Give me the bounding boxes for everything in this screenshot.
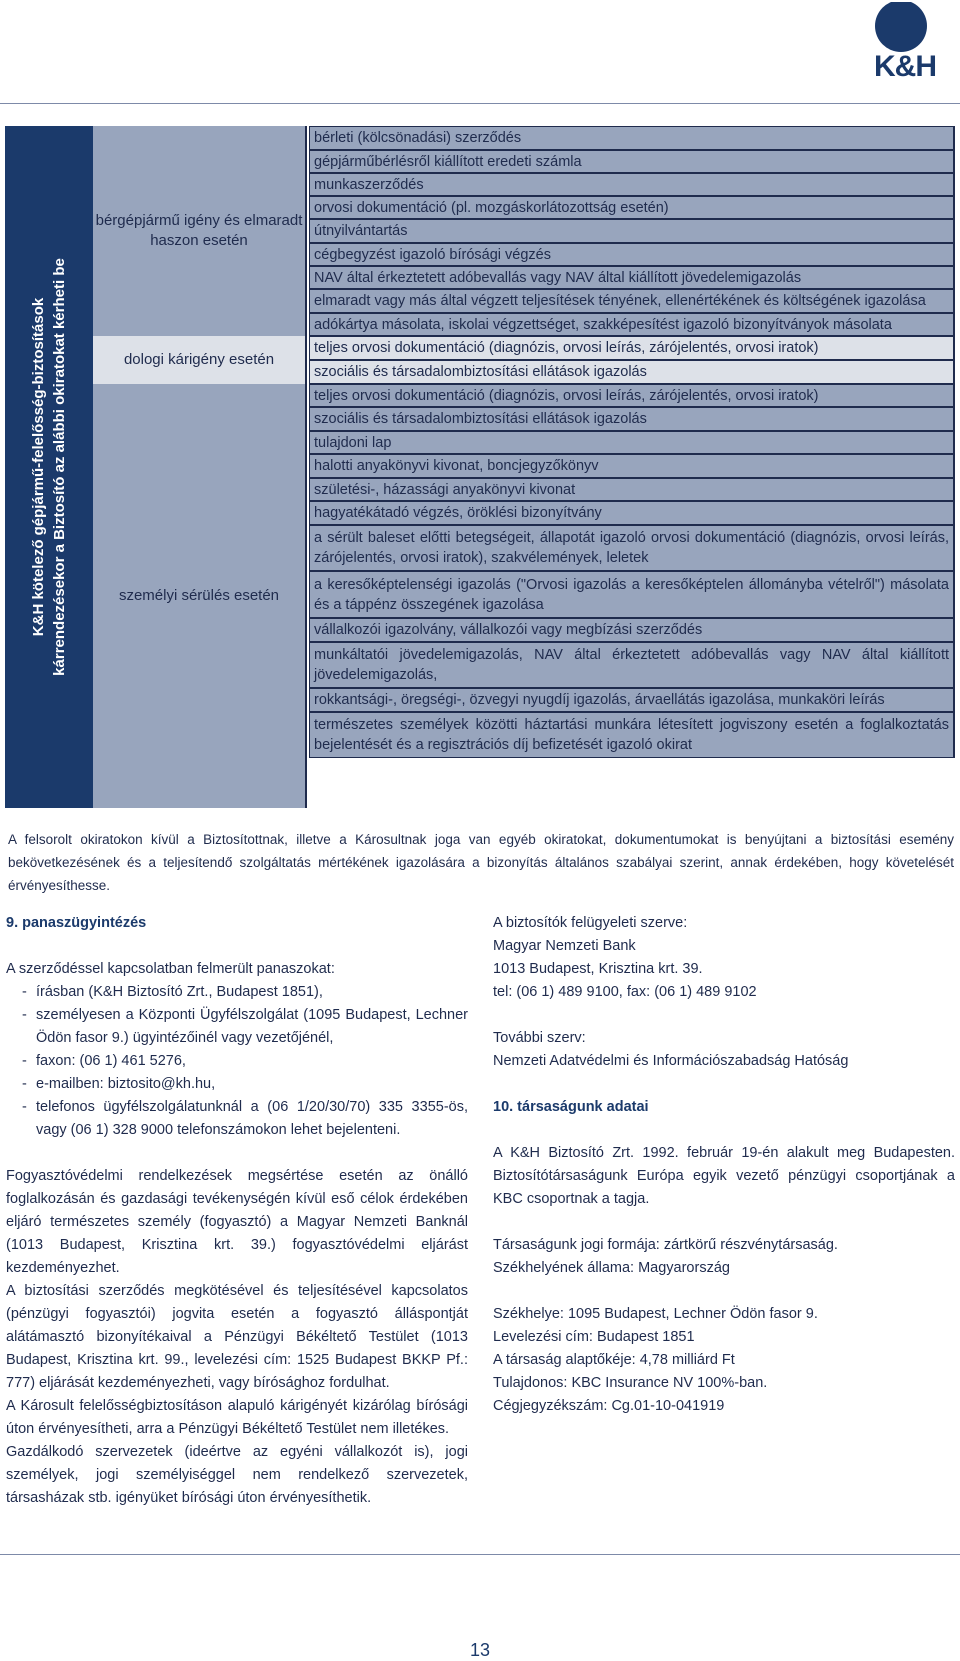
document-item: bérleti (kölcsönadási) szerződés	[309, 126, 955, 150]
document-item: születési-, házassági anyakönyvi kivonat	[309, 478, 955, 501]
text-line: Székhelyének állama: Magyarország	[493, 1260, 730, 1276]
text-line: Nemzeti Adatvédelmi és Információszabadság Hatóság	[493, 1053, 849, 1069]
table-side-title	[28, 147, 70, 787]
document-item: szociális és társadalombiztosítási ellátások igazolás	[309, 360, 955, 384]
text-line: További szerv:	[493, 1030, 586, 1046]
document-item: rokkantsági-, öregségi-, özvegyi nyugdíj igazolás, árvaellátás igazolása, munkaköri leírás	[309, 688, 955, 712]
text-line: Levelezési cím: Budapest 1851	[493, 1329, 695, 1345]
document-item: a sérült baleset előtti betegségeit, állapotát igazoló orvosi dokumentáció (diagnózis, orvosi leírás, zárójelentés, orvosi iratok), szakvélemények, leletek	[309, 525, 955, 571]
document-item: elmaradt vagy más által végzett teljesítések tényének, ellenértékének és költségének igazolása	[309, 289, 955, 313]
category-rental-vehicle	[93, 126, 307, 336]
document-item: orvosi dokumentáció (pl. mozgáskorlátozottság esetén)	[309, 196, 955, 219]
text-line: 1013 Budapest, Krisztina krt. 39.	[493, 961, 703, 977]
category-label: személyi sérülés esetén	[118, 587, 280, 604]
paragraph: Fogyasztóvédelmi rendelkezések megsértése esetén az önálló foglalkozásán és gazdasági tevékenységén kívül eső célok érdekében eljáró természetes személy (fogyasztó) a Magyar Nemzeti Banknál (1013 Budapest, Krisztina krt. 39.) fogyasztóvédelmi eljárást kezdeményezhet.	[6, 1168, 468, 1276]
document-item: NAV által érkeztetett adóbevallás vagy NAV által kiállított jövedelemigazolás	[309, 266, 955, 289]
text-line: tel: (06 1) 489 9100, fax: (06 1) 489 9102	[493, 984, 757, 1000]
right-column	[493, 912, 955, 1418]
document-item: vállalkozói igazolvány, vállalkozói vagy megbízási szerződés	[309, 618, 955, 642]
bottom-divider	[0, 1554, 960, 1555]
paragraph: A Károsult felelősségbiztosításon alapuló kárigényét kizárólag bírósági úton érvényesítheti, arra a Pénzügyi Békéltető Testület nem illetékes.	[6, 1398, 468, 1437]
document-item: a keresőképtelenségi igazolás ("Orvosi igazolás a keresőképtelen állományba vételről") másolata és a táppénz összegének igazolása	[309, 571, 955, 618]
paragraph: Gazdálkodó szervezetek (ideértve az egyéni vállalkozót is), jogi személyek, jogi személyiséggel nem rendelkező szervezetek, társasházak stb. igényüket bírósági úton érvényesíthetik.	[6, 1444, 468, 1506]
document-item: halotti anyakönyvi kivonat, boncjegyzőkönyv	[309, 454, 955, 478]
document-item: teljes orvosi dokumentáció (diagnózis, orvosi leírás, zárójelentés, orvosi iratok)	[309, 384, 955, 407]
text-line: Társaságunk jogi formája: zártkörű részvénytársaság.	[493, 1237, 838, 1253]
intro-paragraph: A felsorolt okiratokon kívül a Biztosítottnak, illetve a Károsultnak joga van egyéb okiratokat, dokumentumokat is benyújtani a biztosítási esemény bekövetkezésének és a teljesítendő szolgáltatás mértékének igazolására a bizonyítás általános szabályai szerint, annak érdekében, hogy követelését érvényesíthesse.	[8, 832, 954, 893]
document-item: szociális és társadalombiztosítási ellátások igazolás	[309, 407, 955, 431]
kh-logo	[852, 0, 958, 88]
document-item: természetes személyek közötti háztartási munkára létesített jogviszony esetén a foglalkoztatás bejelentését és a regisztrációs díj befizetését igazoló okirat	[309, 712, 955, 758]
complaint-channels-list	[6, 981, 468, 1142]
text-line: A biztosítók felügyeleti szerve:	[493, 915, 688, 931]
paragraph: A K&H Biztosító Zrt. 1992. február 19-én alakult meg Budapesten. Biztosítótársaságunk Európa egyik vezető pénzügyi csoportjának a KBC csoportnak a tagja.	[493, 1145, 955, 1207]
side-title-line: K&H kötelező gépjármű-felelősség-biztosítások	[30, 297, 47, 637]
document-items	[309, 126, 955, 808]
category-property-damage	[93, 336, 307, 384]
paragraph: A biztosítási szerződés megkötésével és teljesítésével kapcsolatos (pénzügyi fogyasztói) jogvita esetén a fogyasztó álláspontját alátámasztó bizonyítékaival a Pénzügyi Békéltető Testület (1013 Budapest, Krisztina krt. 99., levelezési cím: 1525 Budapest BKKP Pf.: 777) eljárását kezdeményezheti, vagy bírósághoz fordulhat.	[6, 1283, 468, 1391]
document-item: hagyatékátadó végzés, öröklési bizonyítvány	[309, 501, 955, 525]
required-documents-table	[5, 126, 955, 808]
list-item: - írásban (K&H Biztosító Zrt., Budapest 1851),	[6, 981, 468, 1004]
document-item: munkáltatói jövedelemigazolás, NAV által érkeztetett adóbevallás vagy NAV által kiállított jövedelemigazolás,	[309, 642, 955, 688]
text-line: Magyar Nemzeti Bank	[493, 938, 636, 954]
document-item: adókártya másolata, iskolai végzettséget, szakképesítést igazoló bizonyítványok másolata	[309, 313, 955, 336]
text-line: A társaság alaptőkéje: 4,78 milliárd Ft	[493, 1352, 735, 1368]
logo-text: K&H	[874, 50, 936, 83]
list-item: - faxon: (06 1) 461 5276,	[6, 1050, 468, 1073]
list-item: - e-mailben: biztosito@kh.hu,	[6, 1073, 468, 1096]
category-label: dologi kárigény esetén	[123, 351, 275, 368]
category-personal-injury	[93, 384, 307, 808]
document-item: útnyilvántartás	[309, 219, 955, 243]
category-label: bérgépjármű igény és elmaradt haszon esetén	[95, 212, 303, 249]
list-item: - telefonos ügyfélszolgálatunknál a (06 1/20/30/70) 335 3355-ös, vagy (06 1) 328 9000 telefonszámokon lehet bejelenteni.	[6, 1096, 468, 1142]
document-item: tulajdoni lap	[309, 431, 955, 454]
document-item: teljes orvosi dokumentáció (diagnózis, orvosi leírás, zárójelentés, orvosi iratok)	[309, 336, 955, 360]
table-side-header	[5, 126, 93, 808]
document-item: munkaszerződés	[309, 173, 955, 196]
page-number: 13	[469, 1640, 491, 1660]
section-heading-company: 10. társaságunk adatai	[493, 1099, 649, 1115]
document-item: gépjárműbérlésről kiállított eredeti számla	[309, 150, 955, 173]
list-item: - személyesen a Központi Ügyfélszolgálat (1095 Budapest, Lechner Ödön fasor 9.) ügyintézőinél vagy vezetőjénél,	[6, 1004, 468, 1050]
left-column	[6, 912, 468, 1510]
text-line: Székhelye: 1095 Budapest, Lechner Ödön fasor 9.	[493, 1306, 818, 1322]
text-line: Cégjegyzékszám: Cg.01-10-041919	[493, 1398, 725, 1414]
logo-circle-icon	[875, 0, 927, 52]
top-divider	[0, 103, 960, 104]
complaints-intro: A szerződéssel kapcsolatban felmerült panaszokat:	[6, 961, 335, 977]
side-title-line: kárrendezésekor a Biztosító az alábbi okiratokat kérheti be	[51, 258, 68, 676]
text-line: Tulajdonos: KBC Insurance NV 100%-ban.	[493, 1375, 768, 1391]
section-heading-complaints: 9. panaszügyintézés	[6, 915, 147, 931]
document-item: cégbegyzést igazoló bírósági végzés	[309, 243, 955, 266]
